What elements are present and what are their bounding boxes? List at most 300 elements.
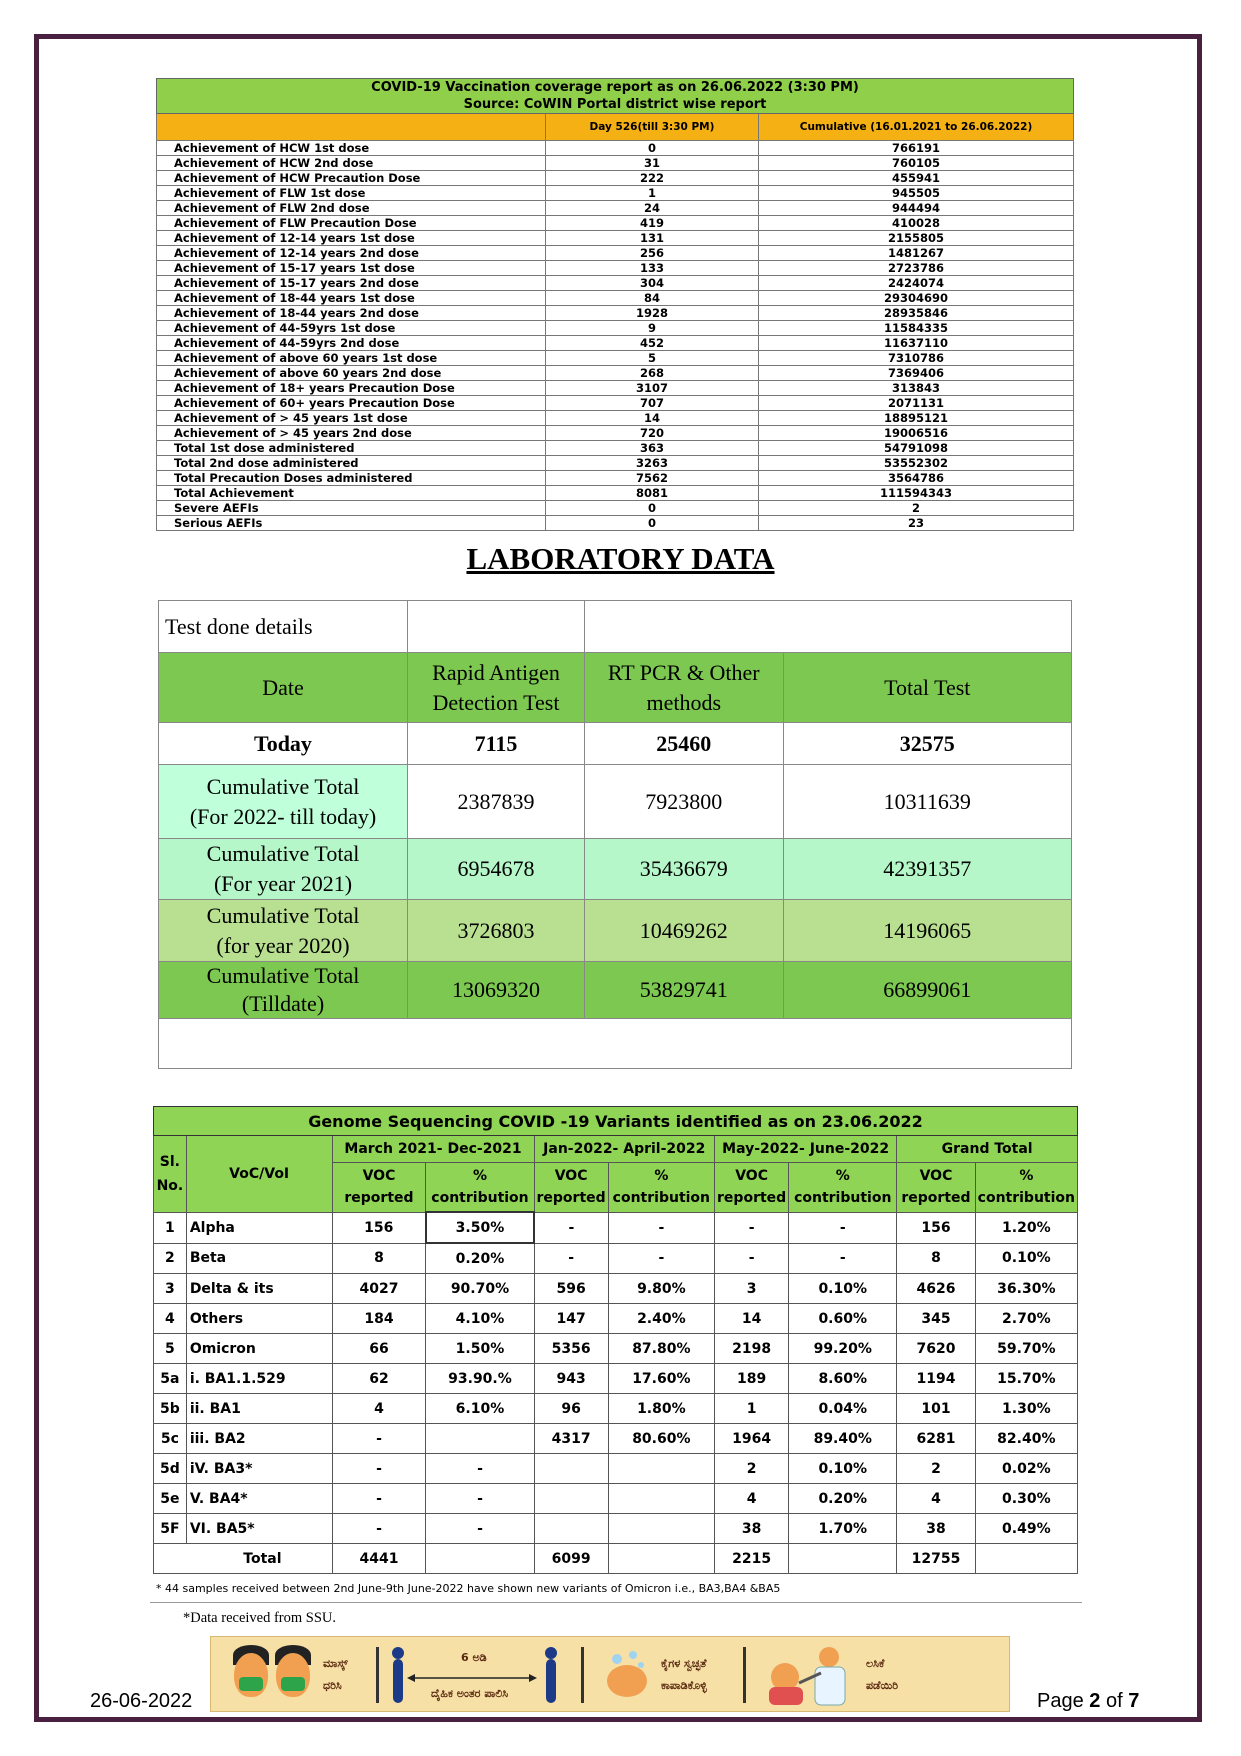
- genome-cell: 0.10%: [789, 1454, 897, 1484]
- vaccination-row-label: Achievement of 15-17 years 2nd dose: [157, 276, 546, 291]
- mask-text-2: ಧರಿಸಿ: [323, 1679, 342, 1692]
- vaccination-row-cumulative: 2424074: [759, 276, 1074, 291]
- vaccination-row-cumulative: 944494: [759, 201, 1074, 216]
- genome-cell: 66: [332, 1334, 426, 1364]
- vaccination-row-cumulative: 766191: [759, 141, 1074, 156]
- lab-row-label: Cumulative Total (For year 2021): [159, 839, 408, 900]
- lab-today-label: Today: [159, 723, 408, 765]
- genome-variant: Others: [186, 1304, 332, 1334]
- genome-cell: 2: [715, 1454, 789, 1484]
- vaccination-row-cumulative: 760105: [759, 156, 1074, 171]
- genome-total-row: [154, 1544, 1078, 1574]
- vaccination-source: Source: CoWIN Portal district wise report: [463, 97, 767, 112]
- lab-cell: 35436679: [585, 839, 784, 900]
- genome-cell: 0.10%: [975, 1243, 1077, 1274]
- genome-cell: 0.20%: [789, 1484, 897, 1514]
- vaccination-row: [157, 396, 1074, 411]
- vaccination-row-label: Achievement of 60+ years Precaution Dose: [157, 396, 546, 411]
- genome-row: [154, 1243, 1078, 1274]
- lab-col-rtpcr: RT PCR & Other methods: [585, 653, 784, 723]
- vaccination-row-cumulative: 3564786: [759, 471, 1074, 486]
- vaccination-row-day: 84: [546, 291, 759, 306]
- vaccination-row-day: 256: [546, 246, 759, 261]
- genome-cell: 0.49%: [975, 1514, 1077, 1544]
- vaccination-row: [157, 486, 1074, 501]
- sub-voc: VOC reported: [534, 1163, 608, 1213]
- divider: [150, 1602, 1082, 1603]
- genome-variant: i. BA1.1.529: [186, 1364, 332, 1394]
- genome-cell: 93.90.%: [426, 1364, 534, 1394]
- vaccination-row-label: Achievement of FLW Precaution Dose: [157, 216, 546, 231]
- genome-cell: 1.80%: [608, 1394, 714, 1424]
- vaccination-row-cumulative: 313843: [759, 381, 1074, 396]
- genome-variant: iii. BA2: [186, 1424, 332, 1454]
- genome-table: [153, 1106, 1078, 1574]
- genome-sl: 4: [154, 1304, 187, 1334]
- genome-cell: 36.30%: [975, 1274, 1077, 1304]
- lab-today-rtpcr: 25460: [585, 723, 784, 765]
- vaccination-row-day: 304: [546, 276, 759, 291]
- genome-cell: -: [534, 1212, 608, 1243]
- genome-cell: 4626: [897, 1274, 975, 1304]
- vaccination-row: [157, 261, 1074, 276]
- genome-total-cell: [975, 1544, 1077, 1574]
- genome-cell: [534, 1514, 608, 1544]
- vaccination-row-label: Achievement of HCW 2nd dose: [157, 156, 546, 171]
- vaccination-row-cumulative: 7369406: [759, 366, 1074, 381]
- genome-total-cell: 2215: [715, 1544, 789, 1574]
- genome-cell: 0.20%: [426, 1243, 534, 1274]
- distance-text: ದೈಹಿಕ ಅಂತರ ಪಾಲಿಸಿ: [431, 1687, 509, 1700]
- vaccination-row-label: Achievement of 18+ years Precaution Dose: [157, 381, 546, 396]
- genome-cell: 2.70%: [975, 1304, 1077, 1334]
- vaccination-row: [157, 336, 1074, 351]
- genome-sl: 2: [154, 1243, 187, 1274]
- vaccination-row-label: Achievement of 44-59yrs 1st dose: [157, 321, 546, 336]
- genome-total-label: Total: [154, 1544, 333, 1574]
- genome-sl: 5e: [154, 1484, 187, 1514]
- genome-sl: 3: [154, 1274, 187, 1304]
- vaccination-row-label: Achievement of HCW Precaution Dose: [157, 171, 546, 186]
- sub-pct: % contribution: [426, 1163, 534, 1213]
- genome-cell: 1.30%: [975, 1394, 1077, 1424]
- vaccination-title: COVID-19 Vaccination coverage report as on 26.06.2022 (3:30 PM): [371, 80, 859, 95]
- genome-row: [154, 1274, 1078, 1304]
- vaccination-row: [157, 171, 1074, 186]
- genome-cell: 4: [897, 1484, 975, 1514]
- genome-cell: 1.50%: [426, 1334, 534, 1364]
- mask-text: ಮಾಸ್ಕ್: [323, 1657, 348, 1670]
- vaccination-row-day: 0: [546, 141, 759, 156]
- vaccination-row: [157, 276, 1074, 291]
- genome-cell: 8.60%: [789, 1364, 897, 1394]
- genome-cell: 596: [534, 1274, 608, 1304]
- vaccination-row-cumulative: 28935846: [759, 306, 1074, 321]
- vaccination-row-cumulative: 23: [759, 516, 1074, 531]
- genome-cell: 96: [534, 1394, 608, 1424]
- vaccination-row: [157, 306, 1074, 321]
- genome-total-cell: 4441: [332, 1544, 426, 1574]
- vaccination-row-cumulative: 2155805: [759, 231, 1074, 246]
- lab-cell: 2387839: [408, 765, 585, 839]
- genome-row: [154, 1484, 1078, 1514]
- vaccine-text: ಲಸಿಕೆ: [866, 1657, 885, 1670]
- vaccination-row: [157, 231, 1074, 246]
- period-2: Jan-2022- April-2022: [534, 1136, 715, 1163]
- vaccination-title-row: [157, 79, 1074, 114]
- genome-cell: 99.20%: [789, 1334, 897, 1364]
- genome-row: [154, 1212, 1078, 1243]
- lab-cell: 14196065: [783, 900, 1072, 962]
- lab-row-2021: [159, 839, 1072, 900]
- vaccination-row: [157, 351, 1074, 366]
- col-sl: Sl. No.: [154, 1136, 187, 1213]
- genome-cell: -: [426, 1454, 534, 1484]
- genome-row: [154, 1514, 1078, 1544]
- vaccination-row-day: 31: [546, 156, 759, 171]
- genome-cell: 82.40%: [975, 1424, 1077, 1454]
- handwash-icon: [599, 1647, 655, 1703]
- lab-today-rat: 7115: [408, 723, 585, 765]
- vaccination-row-cumulative: 7310786: [759, 351, 1074, 366]
- vaccination-row-day: 707: [546, 396, 759, 411]
- sub-voc: VOC reported: [715, 1163, 789, 1213]
- separator: [743, 1647, 746, 1703]
- genome-variant: V. BA4*: [186, 1484, 332, 1514]
- vaccination-row: [157, 366, 1074, 381]
- genome-cell: 5356: [534, 1334, 608, 1364]
- vaccination-row-label: Achievement of 44-59yrs 2nd dose: [157, 336, 546, 351]
- genome-row: [154, 1364, 1078, 1394]
- lab-col-rat: Rapid Antigen Detection Test: [408, 653, 585, 723]
- genome-cell: 59.70%: [975, 1334, 1077, 1364]
- period-3: May-2022- June-2022: [715, 1136, 897, 1163]
- lab-cell: 3726803: [408, 900, 585, 962]
- sub-voc: VOC reported: [897, 1163, 975, 1213]
- vaccination-row-label: Total 1st dose administered: [157, 441, 546, 456]
- lab-header-row: [159, 653, 1072, 723]
- genome-cell: -: [426, 1484, 534, 1514]
- lab-cell: 42391357: [783, 839, 1072, 900]
- genome-cell: 1194: [897, 1364, 975, 1394]
- genome-sl: 5d: [154, 1454, 187, 1484]
- vaccination-row: [157, 321, 1074, 336]
- vaccination-row: [157, 156, 1074, 171]
- vaccination-row: [157, 441, 1074, 456]
- vaccine-text-2: ಪಡೆಯಿರಿ: [866, 1679, 899, 1692]
- genome-cell: 0.04%: [789, 1394, 897, 1424]
- vaccination-row-label: Total 2nd dose administered: [157, 456, 546, 471]
- vaccination-row: [157, 216, 1074, 231]
- genome-variant: Alpha: [186, 1212, 332, 1243]
- lab-caption: Test done details: [159, 601, 408, 653]
- col-day: Day 526(till 3:30 PM): [546, 114, 759, 141]
- page-number: Page 2 of 7: [1037, 1690, 1140, 1712]
- genome-cell: 89.40%: [789, 1424, 897, 1454]
- vaccination-row-day: 1928: [546, 306, 759, 321]
- distance-arrow-icon: [407, 1673, 537, 1683]
- genome-cell: 7620: [897, 1334, 975, 1364]
- vaccination-row-cumulative: 54791098: [759, 441, 1074, 456]
- genome-cell: 147: [534, 1304, 608, 1334]
- genome-sl: 5: [154, 1334, 187, 1364]
- vaccination-row-day: 5: [546, 351, 759, 366]
- genome-cell: 1: [715, 1394, 789, 1424]
- lab-cell: 7923800: [585, 765, 784, 839]
- vaccination-row-day: 0: [546, 516, 759, 531]
- genome-cell: 38: [715, 1514, 789, 1544]
- lab-row-tilldate: [159, 962, 1072, 1019]
- sub-pct: % contribution: [789, 1163, 897, 1213]
- genome-cell: 4317: [534, 1424, 608, 1454]
- hands-text-2: ಕಾಪಾಡಿಕೊಳ್ಳಿ: [661, 1679, 707, 1692]
- genome-sl: 1: [154, 1212, 187, 1243]
- genome-total-cell: [426, 1544, 534, 1574]
- genome-cell: 8: [332, 1243, 426, 1274]
- genome-cell: 80.60%: [608, 1424, 714, 1454]
- vaccination-row-label: Achievement of above 60 years 1st dose: [157, 351, 546, 366]
- vaccination-icon: [759, 1643, 855, 1707]
- vaccination-row-day: 133: [546, 261, 759, 276]
- genome-cell: -: [715, 1243, 789, 1274]
- genome-title: Genome Sequencing COVID -19 Variants identified as on 23.06.2022: [154, 1107, 1078, 1136]
- genome-variant: Delta & its: [186, 1274, 332, 1304]
- vaccination-header-row: [157, 114, 1074, 141]
- genome-cell: -: [332, 1484, 426, 1514]
- vaccination-row: [157, 381, 1074, 396]
- lab-col-total: Total Test: [783, 653, 1072, 723]
- vaccination-row-cumulative: 2723786: [759, 261, 1074, 276]
- vaccination-row-day: 3107: [546, 381, 759, 396]
- genome-variant: Beta: [186, 1243, 332, 1274]
- genome-sl: 5b: [154, 1394, 187, 1424]
- vaccination-row-day: 7562: [546, 471, 759, 486]
- genome-variant: ii. BA1: [186, 1394, 332, 1424]
- vaccination-row-label: Achievement of FLW 2nd dose: [157, 201, 546, 216]
- vaccination-row-label: Severe AEFIs: [157, 501, 546, 516]
- genome-row: [154, 1454, 1078, 1484]
- genome-cell: -: [332, 1424, 426, 1454]
- genome-row: [154, 1394, 1078, 1424]
- vaccination-row-cumulative: 11584335: [759, 321, 1074, 336]
- vaccination-row: [157, 246, 1074, 261]
- genome-cell: [534, 1454, 608, 1484]
- genome-total-cell: 6099: [534, 1544, 608, 1574]
- vaccination-row-cumulative: 1481267: [759, 246, 1074, 261]
- lab-row-label: Cumulative Total (for year 2020): [159, 900, 408, 962]
- vaccination-row-cumulative: 18895121: [759, 411, 1074, 426]
- genome-cell: [534, 1484, 608, 1514]
- genome-cell: 156: [332, 1212, 426, 1243]
- genome-cell: -: [789, 1212, 897, 1243]
- genome-period-row: [154, 1136, 1078, 1163]
- genome-cell: 9.80%: [608, 1274, 714, 1304]
- genome-cell: 2: [897, 1454, 975, 1484]
- genome-cell: -: [332, 1454, 426, 1484]
- vaccination-row-cumulative: 2071131: [759, 396, 1074, 411]
- vaccination-row-day: 268: [546, 366, 759, 381]
- hands-text: ಕೈಗಳ ಸ್ವಚ್ಛತೆ: [661, 1657, 707, 1670]
- vaccination-row-day: 1: [546, 186, 759, 201]
- separator: [581, 1647, 584, 1703]
- lab-cell: 10311639: [783, 765, 1072, 839]
- genome-cell: 38: [897, 1514, 975, 1544]
- lab-table: [158, 600, 1072, 1069]
- vaccination-row: [157, 516, 1074, 531]
- genome-cell: 184: [332, 1304, 426, 1334]
- genome-cell: 0.60%: [789, 1304, 897, 1334]
- vaccination-row-cumulative: 2: [759, 501, 1074, 516]
- vaccination-row-label: Achievement of 18-44 years 2nd dose: [157, 306, 546, 321]
- lab-row-2020: [159, 900, 1072, 962]
- genome-cell: 90.70%: [426, 1274, 534, 1304]
- lab-caption-row: [159, 601, 1072, 653]
- genome-cell: 17.60%: [608, 1364, 714, 1394]
- genome-cell: 3.50%: [426, 1212, 534, 1243]
- vaccination-row-cumulative: 29304690: [759, 291, 1074, 306]
- vaccination-row-label: Achievement of 12-14 years 1st dose: [157, 231, 546, 246]
- vaccination-table: [156, 78, 1074, 531]
- genome-variant: Omicron: [186, 1334, 332, 1364]
- genome-cell: 345: [897, 1304, 975, 1334]
- vaccination-row-label: Total Precaution Doses administered: [157, 471, 546, 486]
- genome-row: [154, 1424, 1078, 1454]
- footer-date: 26-06-2022: [90, 1690, 193, 1712]
- genome-sl: 5F: [154, 1514, 187, 1544]
- lab-cell: 66899061: [783, 962, 1072, 1019]
- genome-cell: [608, 1484, 714, 1514]
- lab-row-label: Cumulative Total (Tilldate): [159, 962, 408, 1019]
- genome-cell: 8: [897, 1243, 975, 1274]
- lab-cell: 6954678: [408, 839, 585, 900]
- vaccination-row-label: Achievement of 15-17 years 1st dose: [157, 261, 546, 276]
- lab-cell: 10469262: [585, 900, 784, 962]
- vaccination-row-label: Achievement of HCW 1st dose: [157, 141, 546, 156]
- lab-col-date: Date: [159, 653, 408, 723]
- genome-title-row: [154, 1107, 1078, 1136]
- vaccination-row-label: Total Achievement: [157, 486, 546, 501]
- vaccination-row-label: Achievement of FLW 1st dose: [157, 186, 546, 201]
- genome-cell: -: [426, 1514, 534, 1544]
- vaccination-row: [157, 501, 1074, 516]
- vaccination-row-label: Achievement of 12-14 years 2nd dose: [157, 246, 546, 261]
- genome-cell: 4027: [332, 1274, 426, 1304]
- genome-cell: 4.10%: [426, 1304, 534, 1334]
- lab-heading: LABORATORY DATA: [466, 541, 775, 576]
- genome-cell: 1964: [715, 1424, 789, 1454]
- vaccination-row-label: Serious AEFIs: [157, 516, 546, 531]
- vaccination-row-cumulative: 111594343: [759, 486, 1074, 501]
- vaccination-row-cumulative: 945505: [759, 186, 1074, 201]
- genome-cell: 0.30%: [975, 1484, 1077, 1514]
- vaccination-row-cumulative: 19006516: [759, 426, 1074, 441]
- genome-cell: 2.40%: [608, 1304, 714, 1334]
- genome-variant: VI. BA5*: [186, 1514, 332, 1544]
- vaccination-row-day: 222: [546, 171, 759, 186]
- genome-cell: 87.80%: [608, 1334, 714, 1364]
- genome-cell: [426, 1424, 534, 1454]
- sub-voc: VOC reported: [332, 1163, 426, 1213]
- genome-cell: 189: [715, 1364, 789, 1394]
- genome-cell: -: [534, 1243, 608, 1274]
- vaccination-row-day: 0: [546, 501, 759, 516]
- vaccination-row-day: 419: [546, 216, 759, 231]
- lab-cell: 53829741: [585, 962, 784, 1019]
- vaccination-row-cumulative: 455941: [759, 171, 1074, 186]
- period-1: March 2021- Dec-2021: [332, 1136, 534, 1163]
- vaccination-row-label: Achievement of above 60 years 2nd dose: [157, 366, 546, 381]
- genome-row: [154, 1304, 1078, 1334]
- genome-cell: 0.02%: [975, 1454, 1077, 1484]
- genome-cell: 1.20%: [975, 1212, 1077, 1243]
- vaccination-row-day: 131: [546, 231, 759, 246]
- lab-today-total: 32575: [783, 723, 1072, 765]
- genome-total-cell: 12755: [897, 1544, 975, 1574]
- genome-cell: 0.10%: [789, 1274, 897, 1304]
- genome-cell: 4: [715, 1484, 789, 1514]
- vaccination-row-day: 24: [546, 201, 759, 216]
- ssu-note: *Data received from SSU.: [183, 1610, 337, 1626]
- vaccination-row: [157, 141, 1074, 156]
- vaccination-row: [157, 411, 1074, 426]
- genome-sl: 5c: [154, 1424, 187, 1454]
- genome-cell: -: [608, 1243, 714, 1274]
- vaccination-row-day: 9: [546, 321, 759, 336]
- vaccination-row: [157, 291, 1074, 306]
- genome-sl: 5a: [154, 1364, 187, 1394]
- genome-cell: 156: [897, 1212, 975, 1243]
- genome-cell: [608, 1454, 714, 1484]
- genome-cell: 3: [715, 1274, 789, 1304]
- vaccination-row-label: Achievement of 18-44 years 1st dose: [157, 291, 546, 306]
- vaccination-row-day: 14: [546, 411, 759, 426]
- genome-cell: -: [608, 1212, 714, 1243]
- vaccination-row-cumulative: 11637110: [759, 336, 1074, 351]
- genome-total-cell: [608, 1544, 714, 1574]
- vaccination-row: [157, 186, 1074, 201]
- genome-cell: 943: [534, 1364, 608, 1394]
- vaccination-row-day: 452: [546, 336, 759, 351]
- vaccination-row-day: 3263: [546, 456, 759, 471]
- col-voc: VoC/VoI: [186, 1136, 332, 1213]
- sub-pct: % contribution: [975, 1163, 1077, 1213]
- genome-cell: 15.70%: [975, 1364, 1077, 1394]
- genome-cell: 2198: [715, 1334, 789, 1364]
- genome-cell: 101: [897, 1394, 975, 1424]
- lab-row-2022: [159, 765, 1072, 839]
- lab-cell: 13069320: [408, 962, 585, 1019]
- genome-cell: -: [789, 1243, 897, 1274]
- sub-pct: % contribution: [608, 1163, 714, 1213]
- vaccination-row-day: 720: [546, 426, 759, 441]
- lab-today-row: [159, 723, 1072, 765]
- vaccination-row-label: Achievement of > 45 years 1st dose: [157, 411, 546, 426]
- lab-empty-row: [159, 1019, 1072, 1069]
- vaccination-row-day: 8081: [546, 486, 759, 501]
- genome-total-cell: [789, 1544, 897, 1574]
- genome-variant: iV. BA3*: [186, 1454, 332, 1484]
- separator: [376, 1647, 379, 1703]
- genome-cell: 1.70%: [789, 1514, 897, 1544]
- genome-row: [154, 1334, 1078, 1364]
- vaccination-row-cumulative: 53552302: [759, 456, 1074, 471]
- genome-cell: -: [715, 1212, 789, 1243]
- genome-cell: 6281: [897, 1424, 975, 1454]
- vaccination-row: [157, 456, 1074, 471]
- vaccination-row-day: 363: [546, 441, 759, 456]
- vaccination-row-label: Achievement of > 45 years 2nd dose: [157, 426, 546, 441]
- distance-value: 6 ಅಡಿ: [461, 1651, 487, 1664]
